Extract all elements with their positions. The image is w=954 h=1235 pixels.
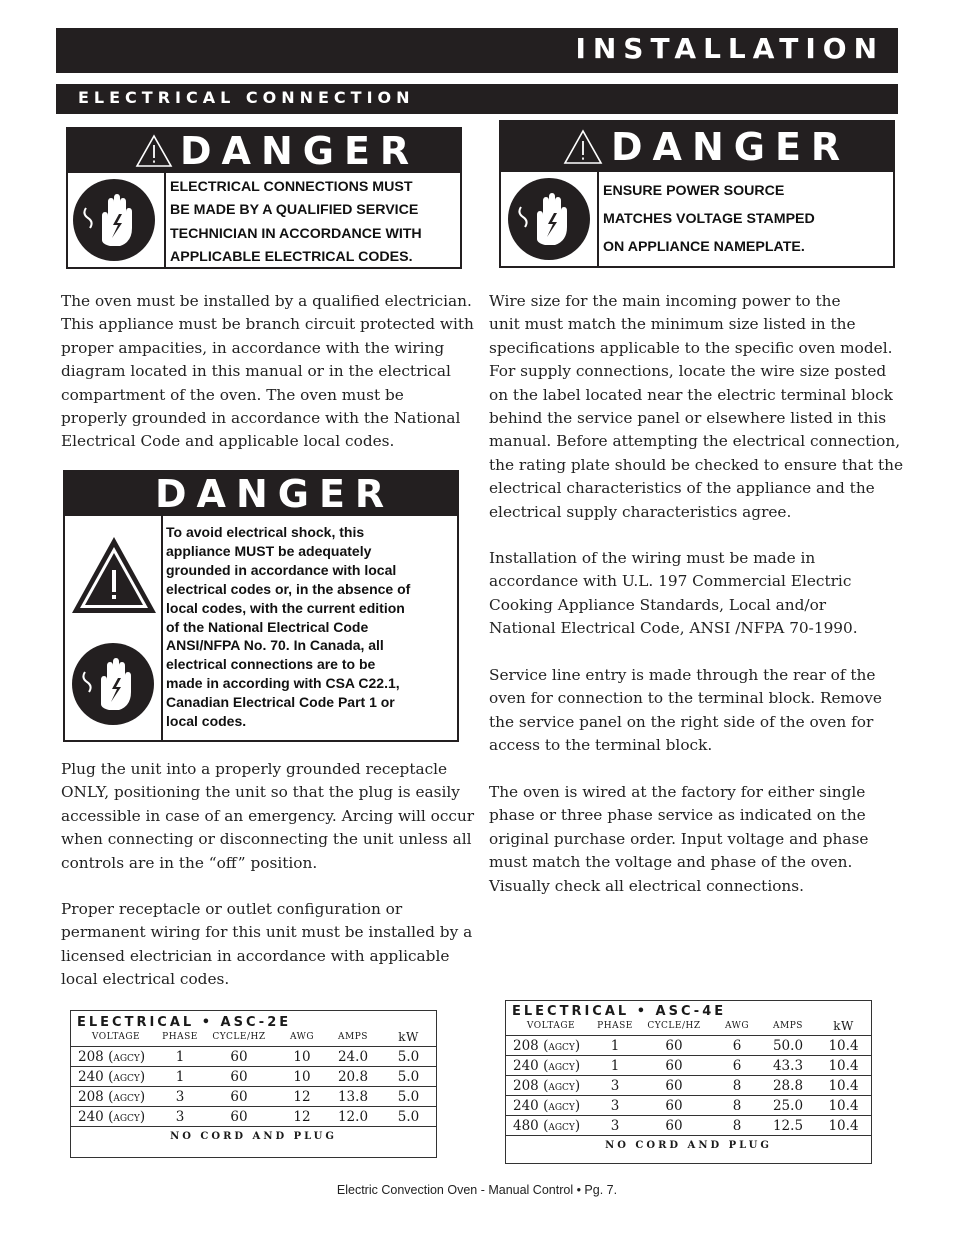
paragraph-factory-wiring: The oven is wired at the factory for either single phase or three phase service as indicated on the original purchase order. Input voltage and phase must match the voltage and phase of the oven. Visually check all electrical connections. — [489, 783, 869, 895]
electric-shock-hand-icon — [72, 178, 156, 262]
page-footer: Electric Convection Oven - Manual Control • Pg. 7. — [336, 1183, 618, 1197]
danger-word: DANGER — [155, 472, 395, 516]
warning-triangle-icon — [69, 534, 159, 616]
column-header: AWG — [724, 1021, 750, 1031]
table-footer: NO CORD AND PLUG — [71, 1126, 436, 1154]
table-header-row — [506, 1019, 871, 1036]
column-header: AWG — [289, 1032, 315, 1042]
installation-header — [56, 28, 898, 73]
table-row: 208 (agcy) 3 60 8 28.8 10.4 — [506, 1076, 871, 1096]
table-title: ELECTRICAL • ASC-2E — [77, 1015, 292, 1030]
table-footer: NO CORD AND PLUG — [506, 1135, 871, 1160]
paragraph-wire-size: Wire size for the main incoming power to the unit must match the minimum size listed in the specifications applicable to the specific oven model. For supply connections, locate the wire size posted on the label located near the electric terminal block behind the service panel or elsewhere listed in this manual. Before attempting the electrical connection, the rating plate should be checked to ensure that the electrical characteristics of the appliance and the electrical supply characteristics agree. — [489, 292, 904, 521]
danger-message: To avoid electrical shock, this appliance MUST be adequately grounded in accordance with local electrical codes or, in the absence of local codes, with the current edition of the National Electrical Code ANSI/NFPA No. 70. In Canada, all electrical connections are to be made in according with CSA C22.1, Canadian Electrical Code Part 1 or local codes. — [166, 524, 411, 730]
table-row: 480 (agcy) 3 60 8 12.5 10.4 — [506, 1116, 871, 1136]
danger-header — [68, 129, 460, 173]
table-row: 240 (agcy) 3 60 8 25.0 10.4 — [506, 1096, 871, 1116]
warning-triangle-icon — [563, 129, 603, 165]
electric-shock-hand-icon — [507, 177, 591, 261]
paragraph-service-line-entry: Service line entry is made through the rear of the oven for connection to the terminal block. Remove the service panel on the right side of the oven for access to the terminal block. — [489, 666, 882, 755]
table-row: 240 (agcy) 1 60 10 20.8 5.0 — [71, 1067, 436, 1087]
table-row: 240 (agcy) 1 60 6 43.3 10.4 — [506, 1056, 871, 1076]
spec-table — [71, 1030, 436, 1126]
table-header-row — [71, 1030, 436, 1047]
electrical-table-asc-2e — [70, 1010, 437, 1158]
danger-message: ELECTRICAL CONNECTIONS MUST BE MADE BY A QUALIFIED SERVICE TECHNICIAN IN ACCORDANCE WITH APPLICABLE ELECTRICAL CODES. — [170, 179, 422, 266]
danger-header — [501, 122, 893, 172]
paragraph-qualified-electrician: The oven must be installed by a qualified electrician. This appliance must be branch circuit protected with proper ampacities, in accordance with the wiring diagram located in this manual or in the electrical compartment of the oven. The oven must be properly grounded in accordance with the National Electrical Code and applicable local codes. — [61, 292, 474, 451]
danger-header — [65, 472, 457, 516]
column-header: VOLTAGE — [526, 1021, 576, 1031]
danger-box-qualified-technician — [66, 127, 462, 269]
electric-shock-hand-icon — [71, 642, 155, 726]
page-title: INSTALLATION — [575, 32, 884, 65]
electrical-table-asc-4e — [505, 1000, 872, 1164]
table-row: 208 (agcy) 3 60 12 13.8 5.0 — [71, 1087, 436, 1107]
column-header: CYCLE/HZ — [212, 1032, 266, 1042]
column-header: AMPS — [338, 1032, 368, 1042]
table-row: 208 (agcy) 1 60 6 50.0 10.4 — [506, 1036, 871, 1056]
column-header: AMPS — [773, 1021, 803, 1031]
spec-table — [506, 1019, 871, 1135]
column-header: CYCLE/HZ — [647, 1021, 701, 1031]
danger-box-power-source — [499, 120, 895, 268]
table-row: 208 (agcy) 1 60 10 24.0 5.0 — [71, 1047, 436, 1067]
paragraph-grounded-receptacle: Plug the unit into a properly grounded receptacle ONLY, positioning the unit so that the plug is easily accessible in case of an emergency. Arcing will occur when connecting or disconnecting the unit unless all controls are in the “off” position. — [61, 760, 475, 872]
danger-word: DANGER — [180, 129, 420, 173]
column-header: kW — [398, 1030, 419, 1044]
section-header — [56, 84, 898, 114]
danger-word: DANGER — [611, 125, 851, 169]
paragraph-receptacle-configuration: Proper receptacle or outlet configuration or permanent wiring for this unit must be installed by a licensed electrician in accordance with applicable local electrical codes. — [61, 900, 473, 989]
column-header: VOLTAGE — [91, 1032, 141, 1042]
column-header: kW — [833, 1019, 854, 1033]
warning-triangle-icon — [135, 134, 173, 168]
section-title: ELECTRICAL CONNECTION — [78, 88, 415, 107]
danger-box-grounding — [63, 470, 459, 742]
table-row: 240 (agcy) 3 60 12 12.0 5.0 — [71, 1107, 436, 1127]
table-title: ELECTRICAL • ASC-4E — [512, 1004, 727, 1019]
column-header: PHASE — [162, 1032, 198, 1042]
column-header: PHASE — [597, 1021, 633, 1031]
danger-message: ENSURE POWER SOURCE MATCHES VOLTAGE STAMPED ON APPLIANCE NAMEPLATE. — [603, 183, 815, 255]
paragraph-wiring-installation: Installation of the wiring must be made in accordance with U.L. 197 Commercial Electric Cooking Appliance Standards, Local and/or National Electrical Code, ANSI /NFPA 70-1990. — [489, 549, 858, 638]
